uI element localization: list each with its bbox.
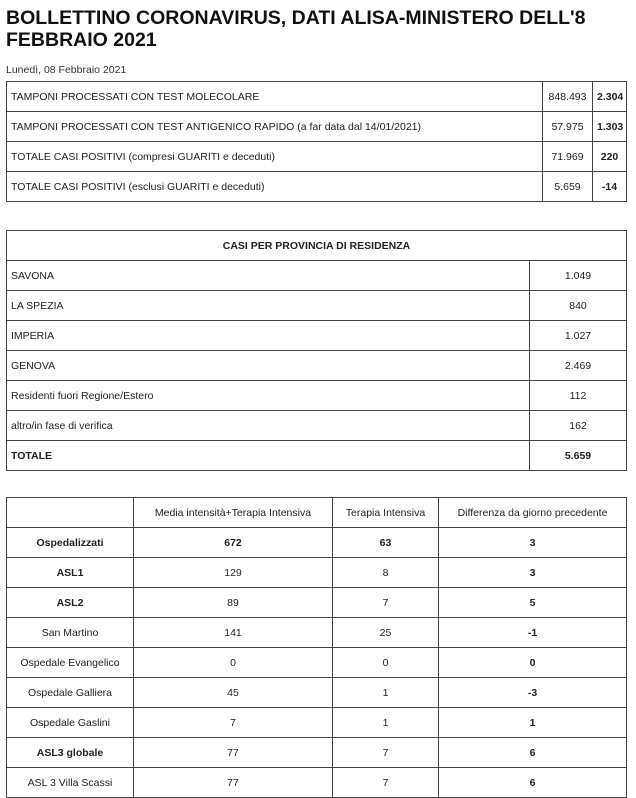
- row-delta: 2.304: [593, 82, 627, 112]
- province-name: GENOVA: [7, 351, 530, 381]
- bulletin-date: Lunedì, 08 Febbraio 2021: [6, 64, 127, 76]
- hospital-diff: 3: [439, 528, 627, 558]
- table-row: [7, 678, 627, 708]
- row-value: 57.975: [543, 112, 593, 142]
- row-value: 71.969: [543, 142, 593, 172]
- hospital-name: Ospedale Galliera: [7, 678, 134, 708]
- table-row: [7, 768, 627, 798]
- header-media: Media intensità+Terapia Intensiva: [134, 498, 333, 528]
- header-empty: [7, 498, 134, 528]
- row-value: 5.659: [543, 172, 593, 202]
- table-row: [7, 291, 627, 321]
- province-name: altro/in fase di verifica: [7, 411, 530, 441]
- table-row: [7, 588, 627, 618]
- row-label: TOTALE CASI POSITIVI (esclusi GUARITI e deceduti): [7, 172, 543, 202]
- hospital-name: ASL1: [7, 558, 134, 588]
- total-label: TOTALE: [7, 441, 530, 471]
- province-name: LA SPEZIA: [7, 291, 530, 321]
- table-row: [7, 618, 627, 648]
- hospital-diff: 6: [439, 768, 627, 798]
- hospital-media: 89: [134, 588, 333, 618]
- table-row: [7, 738, 627, 768]
- header-diff: Differenza da giorno precedente: [439, 498, 627, 528]
- province-name: SAVONA: [7, 261, 530, 291]
- table-header-row: [7, 498, 627, 528]
- table-row: [7, 321, 627, 351]
- hospital-media: 129: [134, 558, 333, 588]
- hospital-ti: 8: [333, 558, 439, 588]
- hospital-diff: -3: [439, 678, 627, 708]
- table-row: [7, 381, 627, 411]
- row-label: TOTALE CASI POSITIVI (compresi GUARITI e deceduti): [7, 142, 543, 172]
- hospital-ti: 63: [333, 528, 439, 558]
- hospital-name: ASL3 globale: [7, 738, 134, 768]
- province-value: 2.469: [530, 351, 627, 381]
- hospital-diff: 3: [439, 558, 627, 588]
- hospital-ti: 25: [333, 618, 439, 648]
- table-row: [7, 112, 627, 142]
- table-row: [7, 261, 627, 291]
- hospital-ti: 7: [333, 768, 439, 798]
- tamponi-table: [6, 81, 627, 202]
- hospital-media: 77: [134, 738, 333, 768]
- page-title: BOLLETTINO CORONAVIRUS, DATI ALISA-MINISTERO DELL'8 FEBBRAIO 2021: [6, 7, 586, 51]
- hospital-media: 77: [134, 768, 333, 798]
- hospital-media: 141: [134, 618, 333, 648]
- province-value: 112: [530, 381, 627, 411]
- hospital-diff: 0: [439, 648, 627, 678]
- province-name: Residenti fuori Regione/Estero: [7, 381, 530, 411]
- table-row: [7, 82, 627, 112]
- hospital-table: [6, 497, 627, 798]
- table-row: [7, 708, 627, 738]
- hospital-name: Ospedalizzati: [7, 528, 134, 558]
- province-header: CASI PER PROVINCIA DI RESIDENZA: [7, 231, 627, 261]
- hospital-media: 672: [134, 528, 333, 558]
- hospital-diff: 6: [439, 738, 627, 768]
- hospital-name: Ospedale Gaslini: [7, 708, 134, 738]
- table-header-row: [7, 231, 627, 261]
- hospital-diff: 1: [439, 708, 627, 738]
- row-delta: 1.303: [593, 112, 627, 142]
- hospital-name: Ospedale Evangelico: [7, 648, 134, 678]
- hospital-media: 45: [134, 678, 333, 708]
- hospital-name: San Martino: [7, 618, 134, 648]
- province-value: 1.027: [530, 321, 627, 351]
- total-value: 5.659: [530, 441, 627, 471]
- header-ti: Terapia Intensiva: [333, 498, 439, 528]
- hospital-media: 0: [134, 648, 333, 678]
- hospital-media: 7: [134, 708, 333, 738]
- hospital-ti: 1: [333, 678, 439, 708]
- hospital-ti: 7: [333, 738, 439, 768]
- row-delta: 220: [593, 142, 627, 172]
- hospital-ti: 7: [333, 588, 439, 618]
- hospital-name: ASL 3 Villa Scassi: [7, 768, 134, 798]
- province-value: 840: [530, 291, 627, 321]
- table-row: [7, 172, 627, 202]
- row-label: TAMPONI PROCESSATI CON TEST MOLECOLARE: [7, 82, 543, 112]
- row-value: 848.493: [543, 82, 593, 112]
- hospital-name: ASL2: [7, 588, 134, 618]
- hospital-diff: 5: [439, 588, 627, 618]
- row-delta: -14: [593, 172, 627, 202]
- table-row: [7, 142, 627, 172]
- table-row: [7, 411, 627, 441]
- province-value: 162: [530, 411, 627, 441]
- province-value: 1.049: [530, 261, 627, 291]
- table-row: [7, 558, 627, 588]
- table-row: [7, 528, 627, 558]
- row-label: TAMPONI PROCESSATI CON TEST ANTIGENICO RAPIDO (a far data dal 14/01/2021): [7, 112, 543, 142]
- province-name: IMPERIA: [7, 321, 530, 351]
- table-row: [7, 351, 627, 381]
- hospital-diff: -1: [439, 618, 627, 648]
- total-row: [7, 441, 627, 471]
- table-row: [7, 648, 627, 678]
- hospital-ti: 0: [333, 648, 439, 678]
- hospital-ti: 1: [333, 708, 439, 738]
- province-table: [6, 230, 627, 471]
